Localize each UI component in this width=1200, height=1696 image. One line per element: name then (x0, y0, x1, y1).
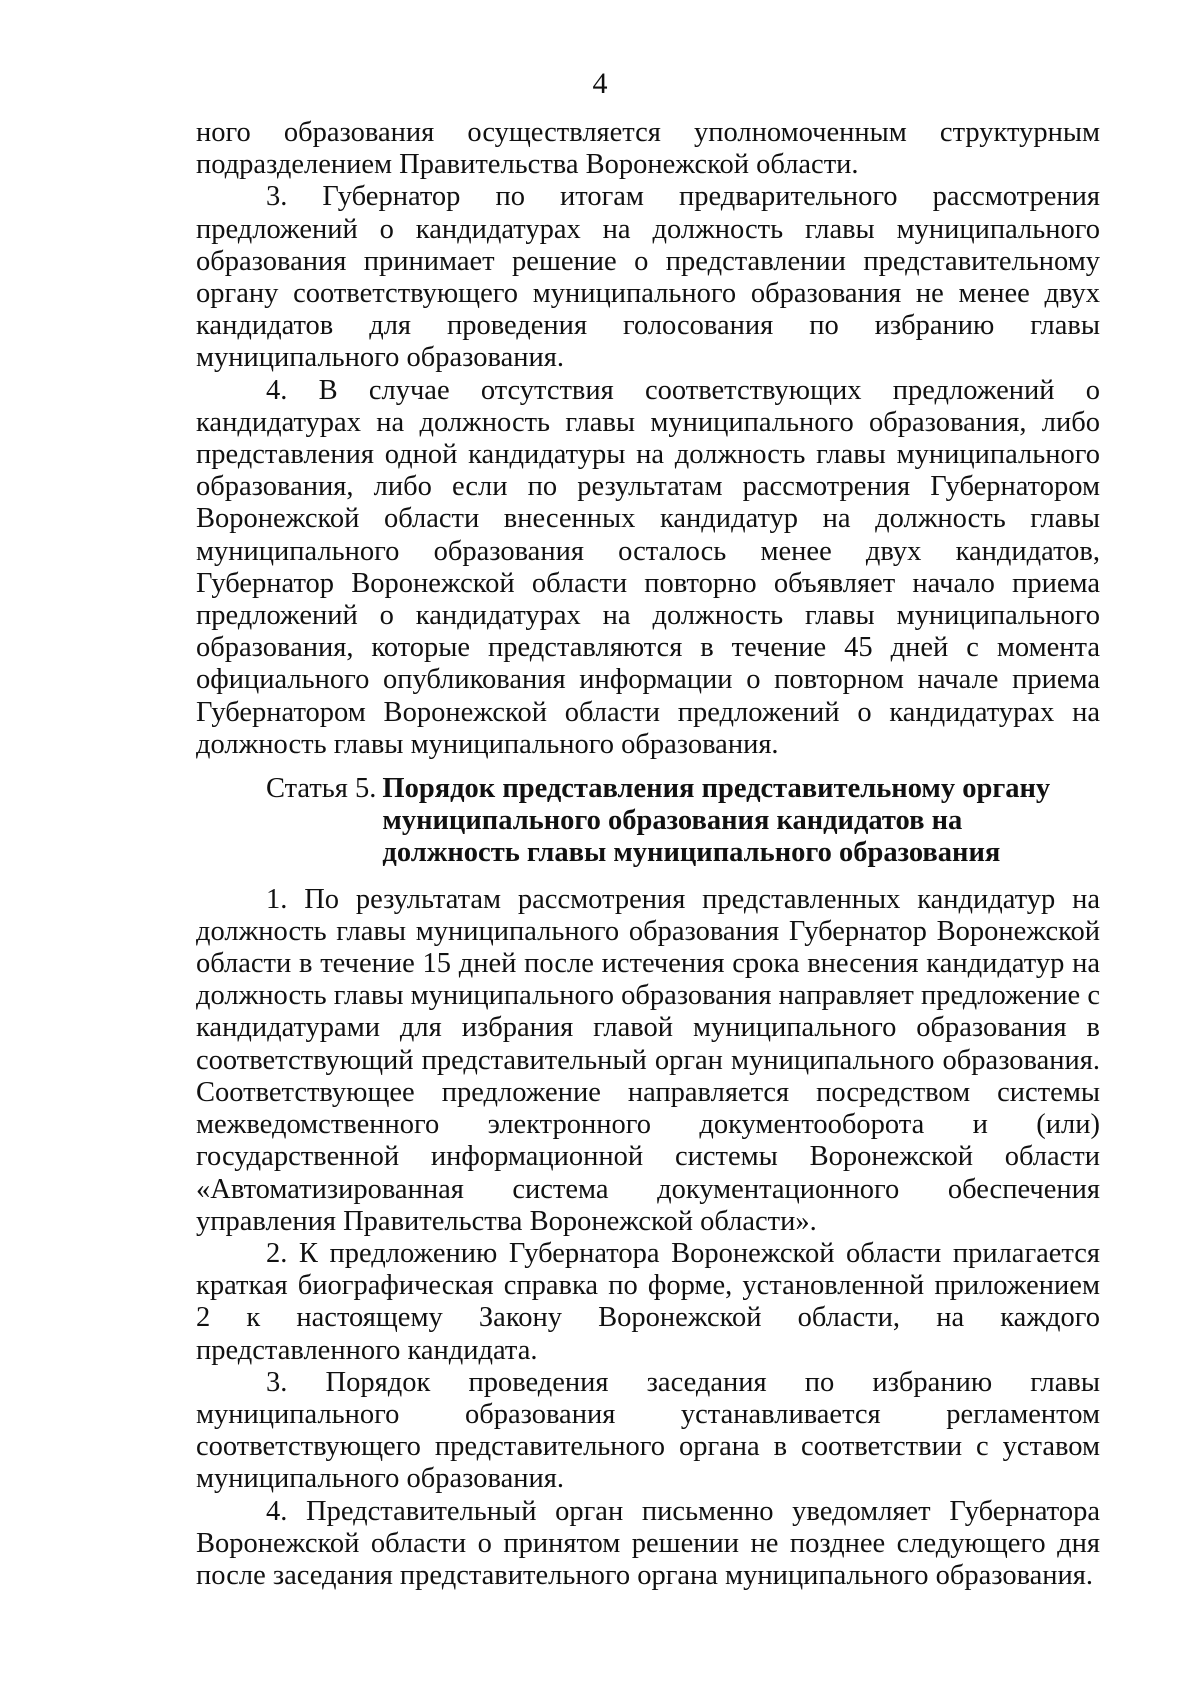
page-number: 4 (592, 67, 608, 100)
article-title: Порядок представления представительному органу муниципального образования кандидатов на должность главы муниципального образования (382, 773, 1051, 869)
article-number: Статья 5. (266, 773, 377, 805)
article-paragraph-4: 4. Представительный орган письменно уведомляет Губернатора Воронежской области о принятом решении не позднее следующего дня после заседания представительного органа муниципального образования. (196, 1495, 1100, 1591)
article-paragraph-3: 3. Порядок проведения заседания по избранию главы муниципального образования устанавливается регламентом соответствующего представительного органа в соответствии с уставом муниципального образования. (196, 1366, 1100, 1495)
document-body (196, 117, 1100, 1592)
article-paragraph-1: 1. По результатам рассмотрения представленных кандидатур на должность главы муниципального образования Губернатор Воронежской области в течение 15 дней после истечения срока внесения кандидатур на должность главы муниципального образования направляет предложение с кандидатурами для избрания главой муниципального образования в соответствующий представительный орган муниципального образования. Соответствующее предложение направляется посредством системы межведомственного электронного документооборота и (или) государственной информационной системы Воронежской области «Автоматизированная система документационного обеспечения управления Правительства Воронежской области». (196, 883, 1100, 1237)
paragraph-item-3: 3. Губернатор по итогам предварительного рассмотрения предложений о кандидатурах на должность главы муниципального образования принимает решение о представлении представительному органу соответствующего муниципального образования не менее двух кандидатов для проведения голосования по избранию главы муниципального образования. (196, 181, 1100, 374)
article-paragraph-2: 2. К предложению Губернатора Воронежской области прилагается краткая биографическая справка по форме, установленной приложением 2 к настоящему Закону Воронежской области, на каждого представленного кандидата. (196, 1237, 1100, 1366)
article-heading (196, 773, 1100, 870)
paragraph-continuation: ного образования осуществляется уполномоченным структурным подразделением Правительства Воронежской области. (196, 117, 1100, 181)
paragraph-item-4: 4. В случае отсутствия соответствующих предложений о кандидатурах на должность главы муниципального образования, либо представления одной кандидатуры на должность главы муниципального образования, либо если по результатам рассмотрения Губернатором Воронежской области внесенных кандидатур на должность главы муниципального образования осталось менее двух кандидатов, Губернатор Воронежской области повторно объявляет начало приема предложений о кандидатурах на должность главы муниципального образования, которые представляются в течение 45 дней с момента официального опубликования информации о повторном начале приема Губернатором Воронежской области предложений о кандидатурах на должность главы муниципального образования. (196, 374, 1100, 760)
